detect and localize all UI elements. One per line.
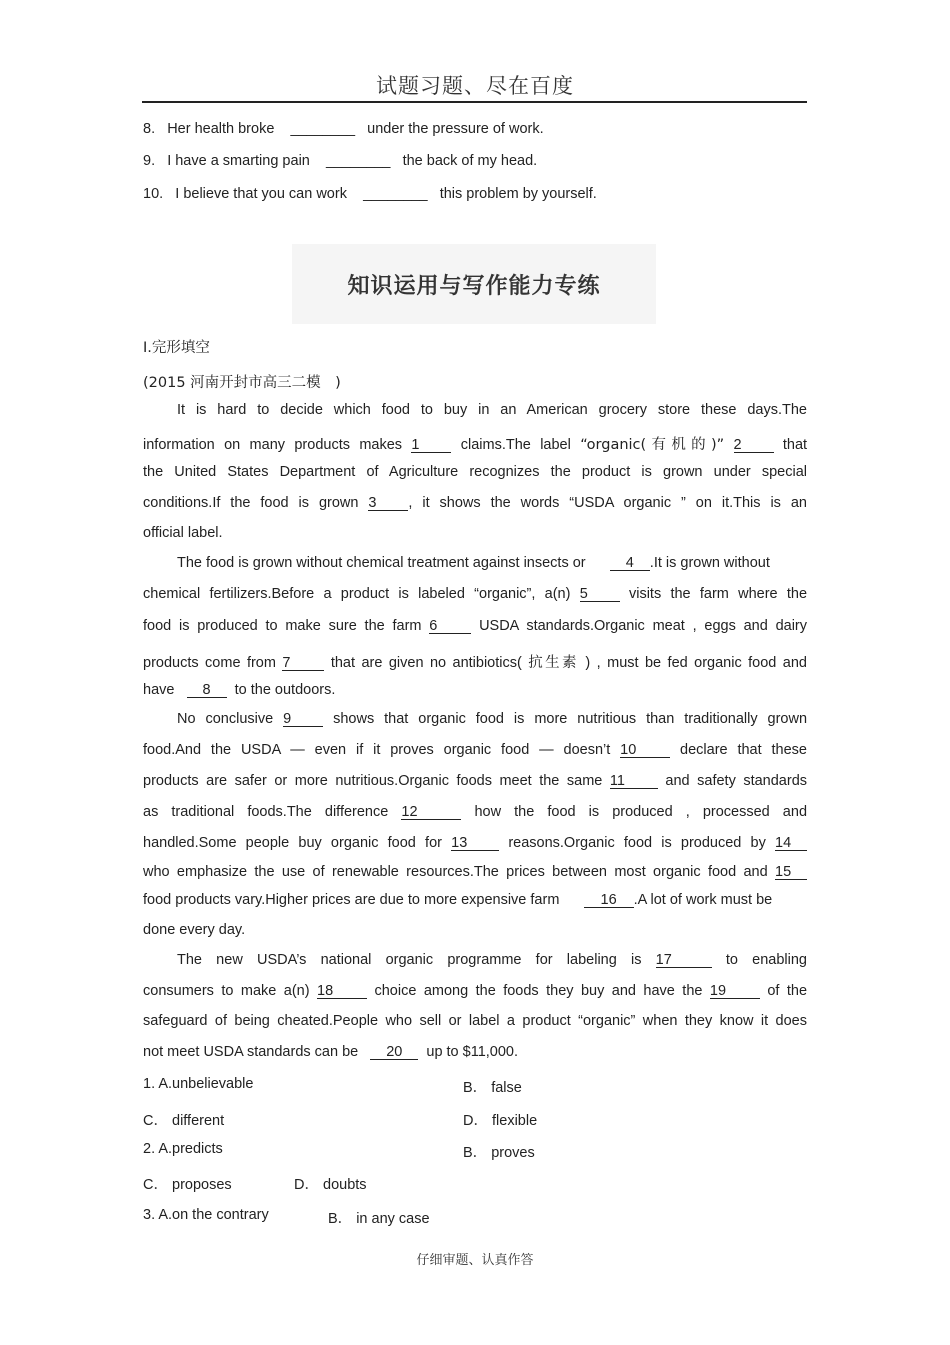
passage-line: food products vary.Higher prices are due to more expensive farm 16 .A lot of work must be [143,892,773,908]
answer-blank: ________ [325,153,391,169]
passage-line: consumers to make a(n) 18 choice among the foods they buy and have the 19 of the [143,983,808,999]
item-number: 8. [143,121,156,137]
passage-line: products are safer or more nutritious.Organic foods meet the same 11 and safety standards [143,773,808,789]
item-number: 10. [143,186,164,202]
cloze-blank-6: 6 [429,619,471,634]
passage-line: It is hard to decide which food to buy in an American grocery store these days.The [177,402,807,418]
cloze-blank-9: 9 [283,712,323,727]
passage-line: not meet USDA standards can be 20 up to $11,000. [143,1044,519,1060]
option-q1-a: 1. A.unbelievable [143,1076,254,1092]
item-number: 9. [143,153,156,169]
passage-line: done every day. [143,922,246,938]
passage-line: food is produced to make sure the farm 6 USDA standards.Organic meat , eggs and dairy [143,618,808,634]
passage-line: No conclusive 9 shows that organic food is more nutritious than traditionally grown [177,711,808,727]
cloze-blank-3: 3 [368,496,408,511]
header-divider [142,101,807,103]
section-title: 知识运用与写作能力专练 [347,273,601,299]
passage-line: food.And the USDA — even if it proves organic food — doesn’t 10 declare that these [143,742,807,758]
option-q3-b: B． in any case [328,1211,430,1227]
cloze-blank-16: 16 [584,893,634,908]
exercise-item-10 [143,186,597,202]
cloze-blank-14: 14 [775,836,807,851]
item-text: under the pressure of work. [367,121,544,137]
option-q2-b: B． proves [463,1145,535,1161]
part-label: Ⅰ.完形填空 [143,340,210,356]
cloze-blank-4: 4 [610,556,650,571]
passage-line: conditions.If the food is grown 3 , it shows the words “USDA organic ” on it.This is an [143,495,807,511]
cloze-blank-8: 8 [187,683,227,698]
passage-line: safeguard of being cheated.People who sell or label a product “organic” when they know it does [143,1013,807,1029]
option-q2-a: 2. A.predicts [143,1141,223,1157]
item-text: I have a smarting pain [167,153,310,169]
passage-line: handled.Some people buy organic food for 13 reasons.Organic food is produced by 14 [143,835,807,851]
item-text: I believe that you can work [175,186,347,202]
passage-line: products come from 7 that are given no antibiotics( 抗生素 ) , must be fed organic food and [143,655,807,671]
answer-blank: ________ [363,186,428,202]
cloze-blank-18: 18 [317,984,367,999]
option-q2-c: C． proposes [143,1177,232,1193]
section-title-banner [292,244,656,324]
passage-line: The food is grown without chemical treatment against insects or 4 .It is grown without [177,555,770,571]
cloze-blank-5: 5 [580,587,620,602]
passage-line: have 8 to the outdoors. [143,682,336,698]
passage-line: who emphasize the use of renewable resources.The prices between most organic food and 15 [143,864,807,880]
option-q1-b: B． false [463,1080,522,1096]
exercise-item-9 [143,153,537,169]
cloze-blank-2: 2 [734,438,774,453]
option-q2-d: D． doubts [294,1177,367,1193]
passage-line: the United States Department of Agriculture recognizes the product is grown under special [143,464,807,480]
passage-line: official label. [143,525,223,541]
page-header-title: 试题习题、尽在百度 [376,74,574,98]
item-text: the back of my head. [402,153,538,169]
cloze-blank-15: 15 [775,865,807,880]
exercise-item-8 [143,121,544,137]
page-footer: 仔细审题、认真作答 [416,1253,534,1268]
item-text: this problem by yourself. [439,186,597,202]
cloze-blank-19: 19 [710,984,760,999]
option-q1-c: C． different [143,1113,225,1129]
cloze-blank-20: 20 [370,1045,418,1060]
cloze-blank-1: 1 [411,438,451,453]
cloze-blank-12: 12 [401,805,461,820]
cloze-blank-7: 7 [282,656,324,671]
item-text: Her health broke [167,121,275,137]
passage-line: chemical fertilizers.Before a product is labeled “organic”, a(n) 5 visits the farm where the [143,586,808,602]
source-note: (2015 河南开封市高三二模 ) [143,375,341,391]
option-q3-a: 3. A.on the contrary [143,1207,269,1223]
cloze-blank-11: 11 [610,774,658,789]
passage-line: information on many products makes 1 claims.The label “organic(有机的)” 2 that [143,437,808,453]
answer-blank: ________ [290,121,356,137]
passage-line: The new USDA’s national organic programme for labeling is 17 to enabling [177,952,807,968]
cloze-blank-17: 17 [656,953,712,968]
cloze-blank-13: 13 [451,836,499,851]
cloze-blank-10: 10 [620,743,670,758]
option-q1-d: D． flexible [463,1113,538,1129]
passage-line: as traditional foods.The difference 12 how the food is produced , processed and [143,804,808,820]
